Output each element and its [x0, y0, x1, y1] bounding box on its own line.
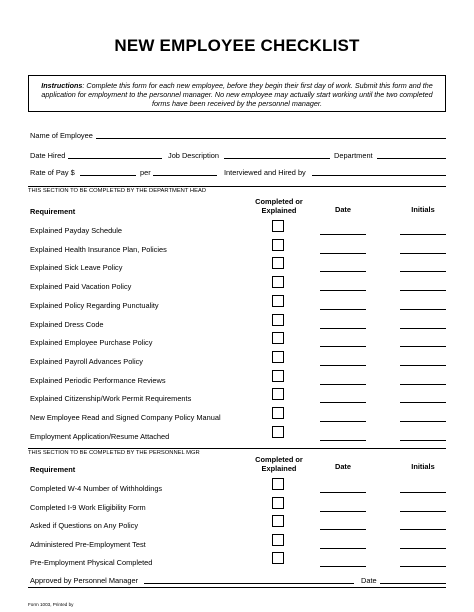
section2-heading: THIS SECTION TO BE COMPLETED BY THE PERSONNEL MGR — [28, 448, 446, 456]
section2-row-initials-field[interactable] — [400, 511, 446, 512]
approved-date-field[interactable] — [380, 583, 446, 584]
section1-row-initials-field[interactable] — [400, 421, 446, 422]
section2-row-requirement-label: Completed W-4 Number of Withholdings — [30, 484, 163, 493]
section1-row-date-field[interactable] — [320, 365, 366, 366]
section1-row-date-field[interactable] — [320, 290, 366, 291]
section1-row-requirement-label: Explained Health Insurance Plan, Policies — [30, 244, 167, 254]
section1-col-requirement: Requirement — [30, 207, 76, 216]
section2-row-initials-field[interactable] — [400, 566, 446, 567]
approved-date-label: Date — [361, 576, 377, 585]
section1-row-initials-field[interactable] — [400, 346, 446, 347]
instructions-text: : Complete this form for each new employee, before they begin their first day of work. Submit this form and the application for employment to the personnel manager. No new employee may actually start working until the two completed forms have been received by the personnel manager. — [41, 81, 433, 108]
section1-row-requirement-label: Explained Periodic Performance Reviews — [30, 375, 166, 385]
section1-row-completed-checkbox[interactable] — [272, 388, 284, 400]
section1-row-initials-field[interactable] — [400, 328, 446, 329]
job-description-field[interactable] — [224, 158, 330, 159]
section1-row-requirement-label: New Employee Read and Signed Company Policy Manual — [30, 413, 221, 422]
section2-row-requirement-label: Administered Pre-Employment Test — [30, 539, 146, 549]
department-label: Department — [334, 151, 373, 160]
section2-row-requirement-label: Pre-Employment Physical Completed — [30, 558, 153, 567]
section1-row-requirement-label: Explained Policy Regarding Punctuality — [30, 300, 159, 310]
section1-row-initials-field[interactable] — [400, 290, 446, 291]
approved-label: Approved by Personnel Manager — [30, 576, 139, 585]
section1-row-requirement-label: Explained Payroll Advances Policy — [30, 356, 143, 366]
section1-row-completed-checkbox[interactable] — [272, 239, 284, 251]
section1-col-date: Date — [334, 205, 352, 214]
section1-row-requirement-label: Explained Sick Leave Policy — [30, 263, 123, 273]
section2-row-initials-field[interactable] — [400, 529, 446, 530]
section2-col-requirement: Requirement — [30, 465, 76, 474]
section1-row-completed-checkbox[interactable] — [272, 314, 284, 326]
approved-field[interactable] — [144, 583, 354, 584]
section1-row-initials-field[interactable] — [400, 309, 446, 310]
section2-col-initials: Initials — [411, 462, 435, 471]
section1-row-date-field[interactable] — [320, 234, 366, 235]
section1-row-date-field[interactable] — [320, 384, 366, 385]
section1-row-initials-field[interactable] — [400, 234, 446, 235]
per-field[interactable] — [153, 175, 217, 176]
section2-row-date-field[interactable] — [320, 566, 366, 567]
name-label: Name of Employee — [30, 131, 93, 140]
section1-row-initials-field[interactable] — [400, 440, 446, 441]
section1-row-date-field[interactable] — [320, 328, 366, 329]
section1-row-requirement-label: Explained Payday Schedule — [30, 226, 123, 235]
section2-row-date-field[interactable] — [320, 529, 366, 530]
section2-row-date-field[interactable] — [320, 492, 366, 493]
section1-row-date-field[interactable] — [320, 421, 366, 422]
rate-of-pay-field[interactable] — [80, 175, 136, 176]
section1-col-initials: Initials — [411, 205, 435, 214]
section1-row-initials-field[interactable] — [400, 271, 446, 272]
section1-row-completed-checkbox[interactable] — [272, 407, 284, 419]
section1-row-completed-checkbox[interactable] — [272, 295, 284, 307]
section2-row-date-field[interactable] — [320, 548, 366, 549]
section2-row-completed-checkbox[interactable] — [272, 497, 284, 509]
section2-row-completed-checkbox[interactable] — [272, 534, 284, 546]
date-hired-label: Date Hired — [30, 151, 66, 160]
section1-row-requirement-label: Explained Employee Purchase Policy — [30, 338, 153, 348]
section1-row-requirement-label: Employment Application/Resume Attached — [30, 431, 170, 441]
instructions-box — [28, 75, 446, 112]
section1-row-initials-field[interactable] — [400, 365, 446, 366]
section1-row-date-field[interactable] — [320, 253, 366, 254]
section1-row-requirement-label: Explained Citizenship/Work Permit Requirements — [30, 394, 192, 404]
bottom-rule — [28, 587, 446, 588]
section2-row-requirement-label: Asked if Questions on Any Policy — [30, 521, 139, 530]
section1-row-requirement-label: Explained Paid Vacation Policy — [30, 282, 132, 292]
section1-row-completed-checkbox[interactable] — [272, 257, 284, 269]
date-hired-field[interactable] — [68, 158, 162, 159]
section1-row-requirement-label: Explained Dress Code — [30, 319, 104, 329]
section2-col-date: Date — [334, 462, 352, 471]
form-footer: Form 1003, Printed by — [28, 602, 74, 607]
section1-row-date-field[interactable] — [320, 402, 366, 403]
section1-row-initials-field[interactable] — [400, 384, 446, 385]
section1-row-date-field[interactable] — [320, 271, 366, 272]
section2-row-date-field[interactable] — [320, 511, 366, 512]
section2-row-completed-checkbox[interactable] — [272, 478, 284, 490]
name-field[interactable] — [96, 138, 446, 139]
section2-col-completed: Completed or Explained — [255, 455, 303, 473]
section1-row-completed-checkbox[interactable] — [272, 351, 284, 363]
section1-heading: THIS SECTION TO BE COMPLETED BY THE DEPARTMENT HEAD — [28, 186, 446, 194]
instructions-label: Instructions — [41, 81, 83, 90]
section2-row-completed-checkbox[interactable] — [272, 552, 284, 564]
section1-row-completed-checkbox[interactable] — [272, 332, 284, 344]
rate-of-pay-label: Rate of Pay $ — [30, 168, 75, 177]
job-description-label: Job Description — [168, 151, 219, 160]
per-label: per — [140, 168, 151, 177]
section1-row-completed-checkbox[interactable] — [272, 276, 284, 288]
section1-row-completed-checkbox[interactable] — [272, 426, 284, 438]
section1-row-completed-checkbox[interactable] — [272, 370, 284, 382]
section1-row-date-field[interactable] — [320, 309, 366, 310]
section1-row-initials-field[interactable] — [400, 253, 446, 254]
section1-col-completed: Completed or Explained — [255, 197, 303, 215]
section1-row-date-field[interactable] — [320, 440, 366, 441]
interviewed-label: Interviewed and Hired by — [224, 168, 306, 177]
section2-row-initials-field[interactable] — [400, 492, 446, 493]
department-field[interactable] — [377, 158, 446, 159]
section2-row-requirement-label: Completed I-9 Work Eligibility Form — [30, 502, 146, 512]
page-title: NEW EMPLOYEE CHECKLIST — [114, 36, 360, 55]
section1-row-initials-field[interactable] — [400, 402, 446, 403]
section2-row-completed-checkbox[interactable] — [272, 515, 284, 527]
interviewed-field[interactable] — [312, 175, 446, 176]
section1-row-date-field[interactable] — [320, 346, 366, 347]
section2-row-initials-field[interactable] — [400, 548, 446, 549]
section1-row-completed-checkbox[interactable] — [272, 220, 284, 232]
